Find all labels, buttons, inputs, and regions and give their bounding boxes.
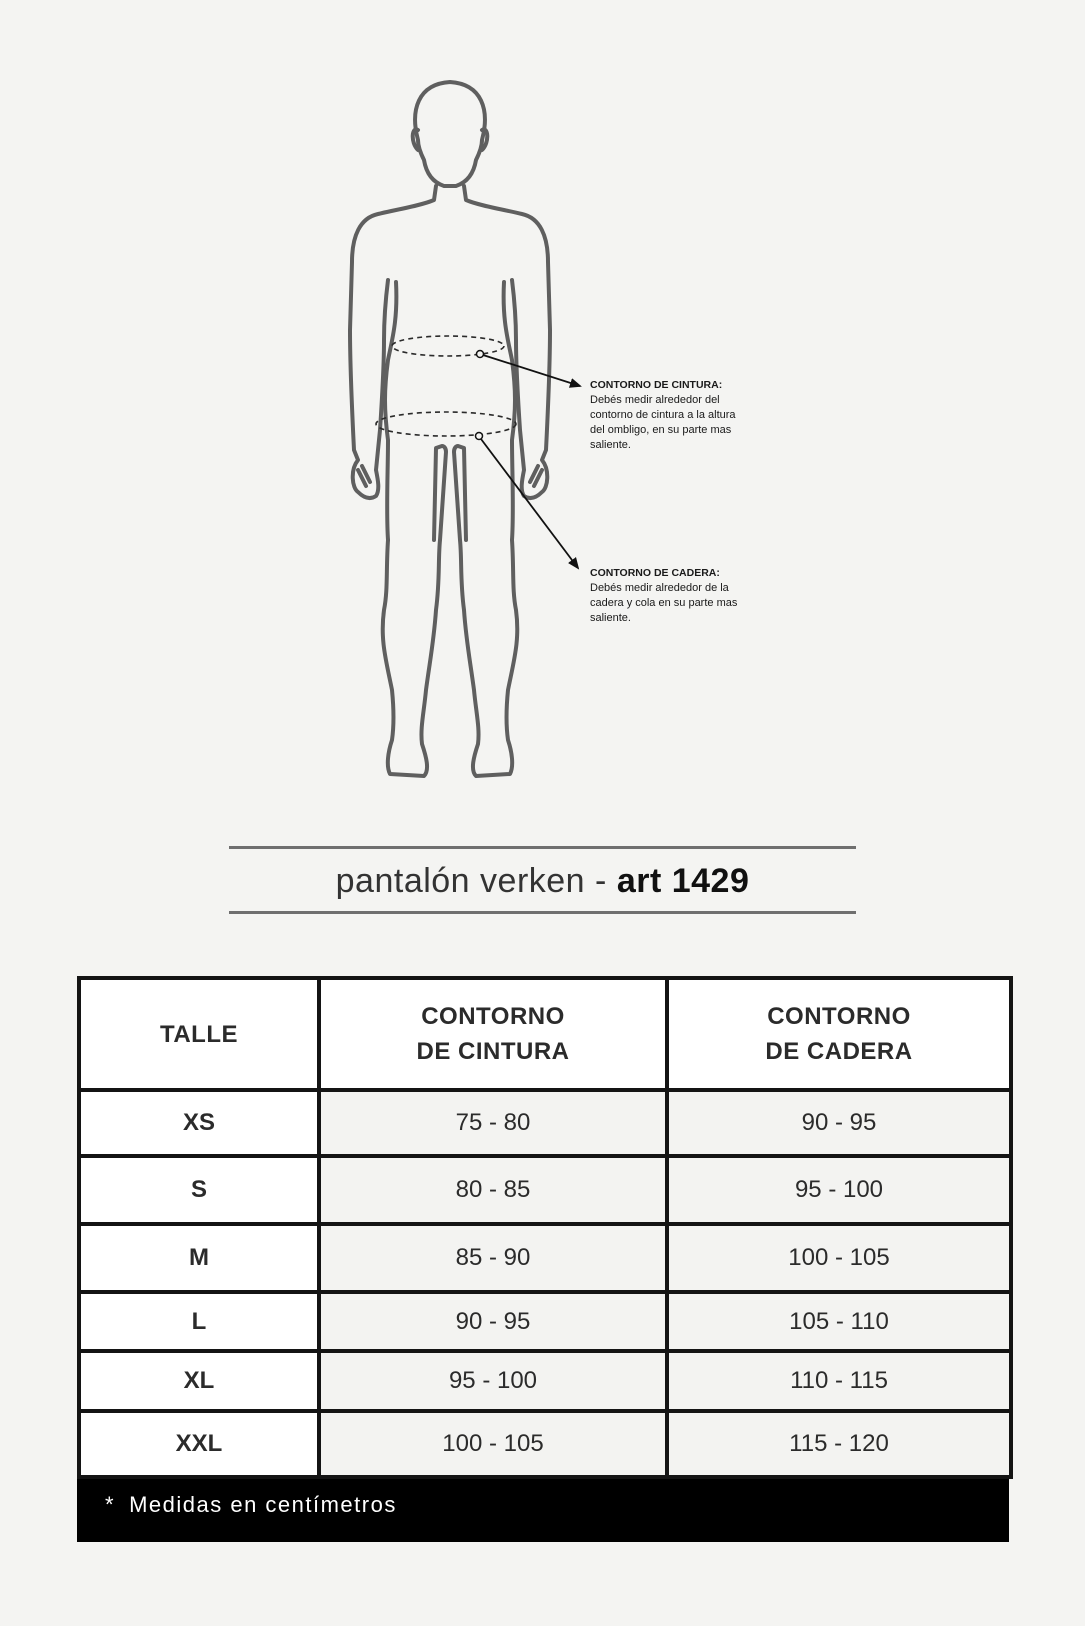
hip-arrow [481,439,578,568]
page-title [229,858,856,904]
size-cell: XS [79,1090,319,1156]
hip-measure-ellipse [376,412,516,436]
hip-annotation-title: CONTORNO DE CADERA: [590,567,720,579]
hip-annotation [590,566,750,626]
title-top-rule [229,846,856,849]
hip-cell: 110 - 115 [667,1351,1011,1411]
waist-annotation-title: CONTORNO DE CINTURA: [590,379,723,391]
hip-cell: 105 - 110 [667,1292,1011,1351]
waist-cell: 90 - 95 [319,1292,667,1351]
size-cell: XXL [79,1411,319,1477]
size-cell: L [79,1292,319,1351]
units-note [77,1479,1009,1542]
table-row [79,1156,1011,1224]
hip-cell: 115 - 120 [667,1411,1011,1477]
left-hand-outline [358,466,370,486]
waist-right-outline [504,282,515,540]
waist-annotation-text: Debés medir alrededor del contorno de cintura a la altura del ombligo, en su parte mas saliente. [590,394,736,451]
table-row [79,1090,1011,1156]
size-chart [77,976,1009,1542]
left-leg-outline [383,446,446,776]
waist-cell: 85 - 90 [319,1224,667,1292]
header-waist: CONTORNO DE CINTURA [319,978,667,1090]
table-row [79,1224,1011,1292]
body-outline-illustration [0,0,1085,800]
hip-cell: 95 - 100 [667,1156,1011,1224]
table-header-row [79,978,1011,1090]
header-hip: CONTORNO DE CADERA [667,978,1011,1090]
article-number: art 1429 [616,862,750,900]
size-table [77,976,1013,1479]
hip-cell: 100 - 105 [667,1224,1011,1292]
header-size: TALLE [79,978,319,1090]
waist-cell: 75 - 80 [319,1090,667,1156]
size-cell: M [79,1224,319,1292]
hip-pointer-dot [476,433,483,440]
title-bottom-rule [229,911,856,914]
table-row [79,1292,1011,1351]
waist-cell: 95 - 100 [319,1351,667,1411]
waist-annotation [590,378,750,453]
note-text: Medidas en centímetros [129,1492,397,1517]
waist-left-outline [385,282,396,540]
head-outline [415,82,485,186]
waist-arrow [483,355,580,386]
waist-cell: 80 - 85 [319,1156,667,1224]
waist-measure-ellipse [392,336,504,356]
waist-pointer-dot [477,351,484,358]
note-asterisk: * [105,1492,116,1517]
size-cell: XL [79,1351,319,1411]
product-name: pantalón verken - [335,862,617,900]
hip-cell: 90 - 95 [667,1090,1011,1156]
right-hand-outline [530,466,542,486]
waist-cell: 100 - 105 [319,1411,667,1477]
hip-annotation-text: Debés medir alrededor de la cadera y cola en su parte mas saliente. [590,582,738,624]
body-figure [0,0,1085,800]
right-leg-outline [454,446,517,776]
table-row [79,1411,1011,1477]
size-cell: S [79,1156,319,1224]
table-row [79,1351,1011,1411]
